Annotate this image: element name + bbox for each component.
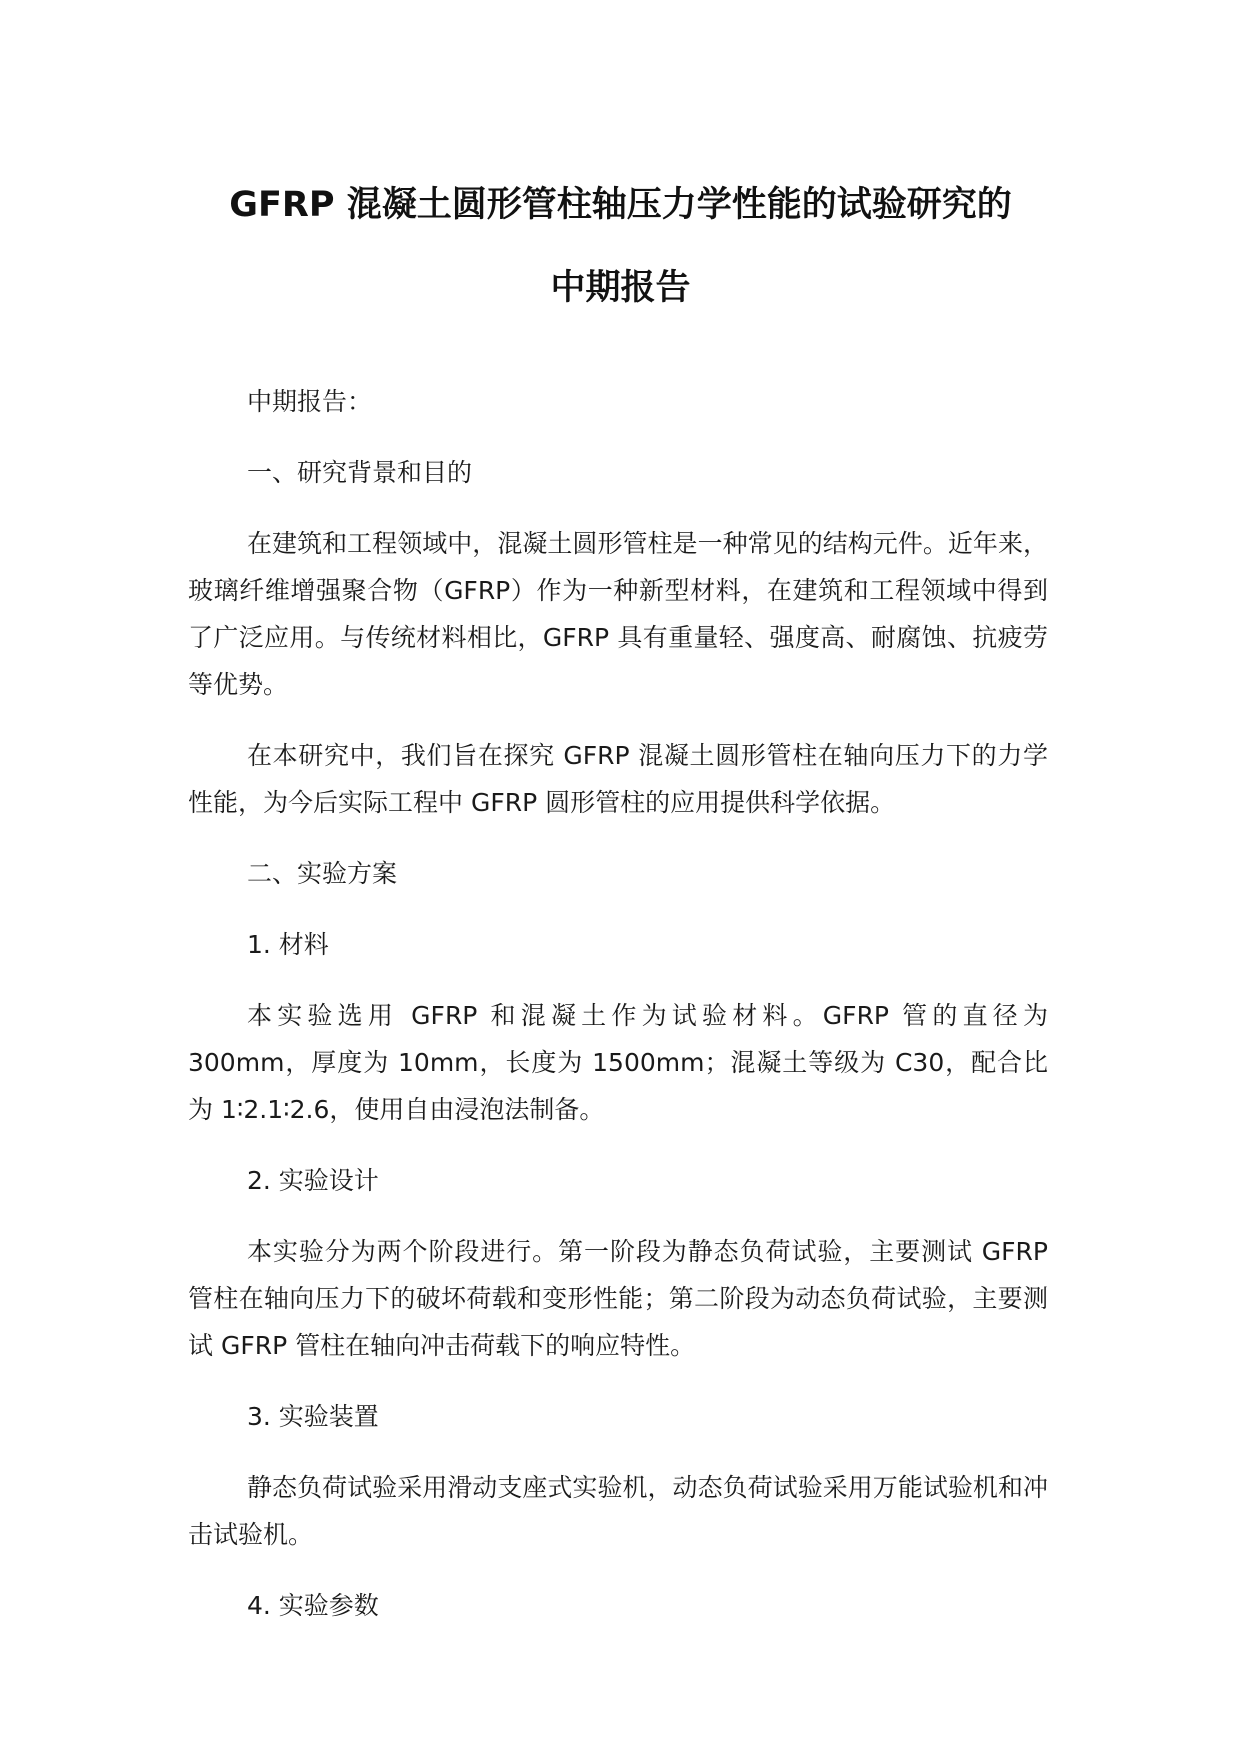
paragraph-purpose: 在本研究中，我们旨在探究 GFRP 混凝土圆形管柱在轴向压力下的力学性能，为今后实际工程中 GFRP 圆形管柱的应用提供科学依据。 <box>188 741 1048 817</box>
subheading-apparatus: 3. 实验装置 <box>247 1402 379 1431</box>
section-heading-background: 一、研究背景和目的 <box>247 458 473 487</box>
paragraph-materials: 本实验选用 GFRP 和混凝土作为试验材料。GFRP 管的直径为 300mm，厚度为 10mm，长度为 1500mm；混凝土等级为 C30，配合比为 1∶2.1∶2.6，使用自由浸泡法制备。 <box>188 1001 1048 1124</box>
document-body <box>188 378 1048 1653</box>
paragraph-design: 本实验分为两个阶段进行。第一阶段为静态负荷试验，主要测试 GFRP 管柱在轴向压力下的破坏荷载和变形性能；第二阶段为动态负荷试验，主要测试 GFRP 管柱在轴向冲击荷载下的响应特性。 <box>188 1237 1048 1360</box>
document-title-line-1: GFRP 混凝土圆形管柱轴压力学性能的试验研究的 <box>229 185 1012 225</box>
paragraph-apparatus: 静态负荷试验采用滑动支座式实验机，动态负荷试验采用万能试验机和冲击试验机。 <box>188 1473 1048 1549</box>
paragraph-background: 在建筑和工程领域中，混凝土圆形管柱是一种常见的结构元件。近年来，玻璃纤维增强聚合物（GFRP）作为一种新型材料，在建筑和工程领域中得到了广泛应用。与传统材料相比，GFRP 具有重量轻、强度高、耐腐蚀、抗疲劳等优势。 <box>188 529 1048 699</box>
subheading-design: 2. 实验设计 <box>247 1166 379 1195</box>
section-heading-plan: 二、实验方案 <box>247 859 398 888</box>
report-label: 中期报告： <box>247 387 373 416</box>
document-title-line-2: 中期报告 <box>550 268 691 308</box>
subheading-parameters: 4. 实验参数 <box>247 1591 379 1620</box>
subheading-materials: 1. 材料 <box>247 930 329 959</box>
